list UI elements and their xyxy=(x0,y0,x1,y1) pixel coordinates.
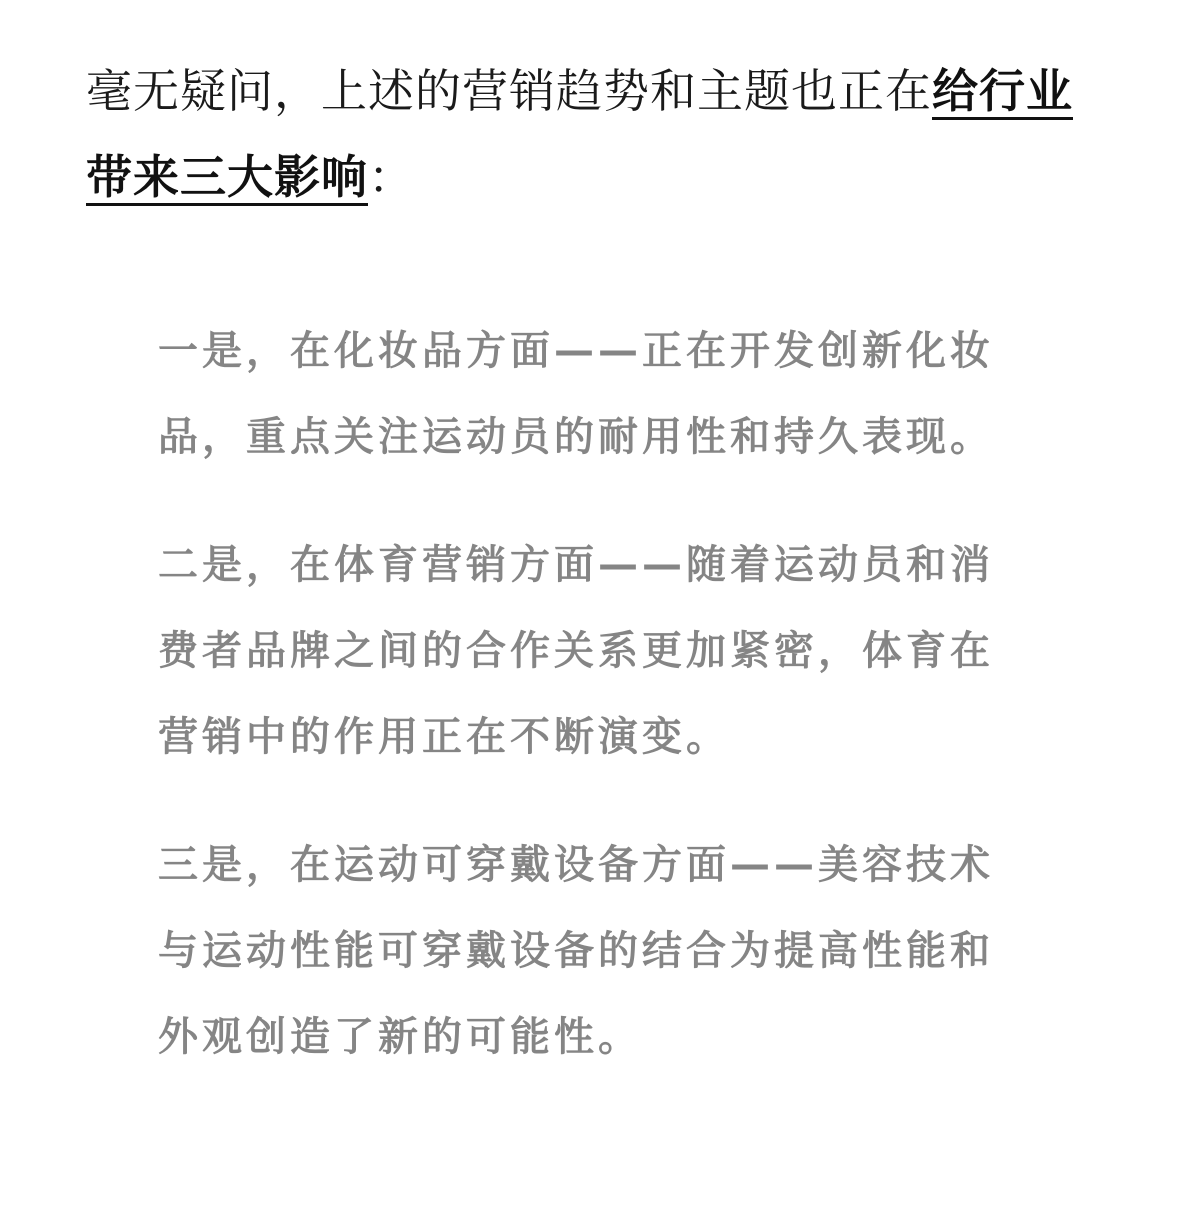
impact-point-2: 二是，在体育营销方面——随着运动员和消费者品牌之间的合作关系更加紧密，体育在营销中的作用正在不断演变。 xyxy=(158,542,994,760)
intro-text: 毫无疑问，上述的营销趋势和主题也正在 xyxy=(86,64,932,118)
impact-point-3: 三是，在运动可穿戴设备方面——美容技术与运动性能可穿戴设备的结合为提高性能和外观创造了新的可能性。 xyxy=(158,842,994,1060)
impact-list xyxy=(158,308,1028,1122)
intro-paragraph xyxy=(86,48,1106,220)
impact-point-1: 一是，在化妆品方面——正在开发创新化妆品，重点关注运动员的耐用性和持久表现。 xyxy=(158,328,994,460)
intro-highlight: 给行业带来三大影响 xyxy=(86,64,1073,204)
intro-colon: ： xyxy=(368,150,415,204)
